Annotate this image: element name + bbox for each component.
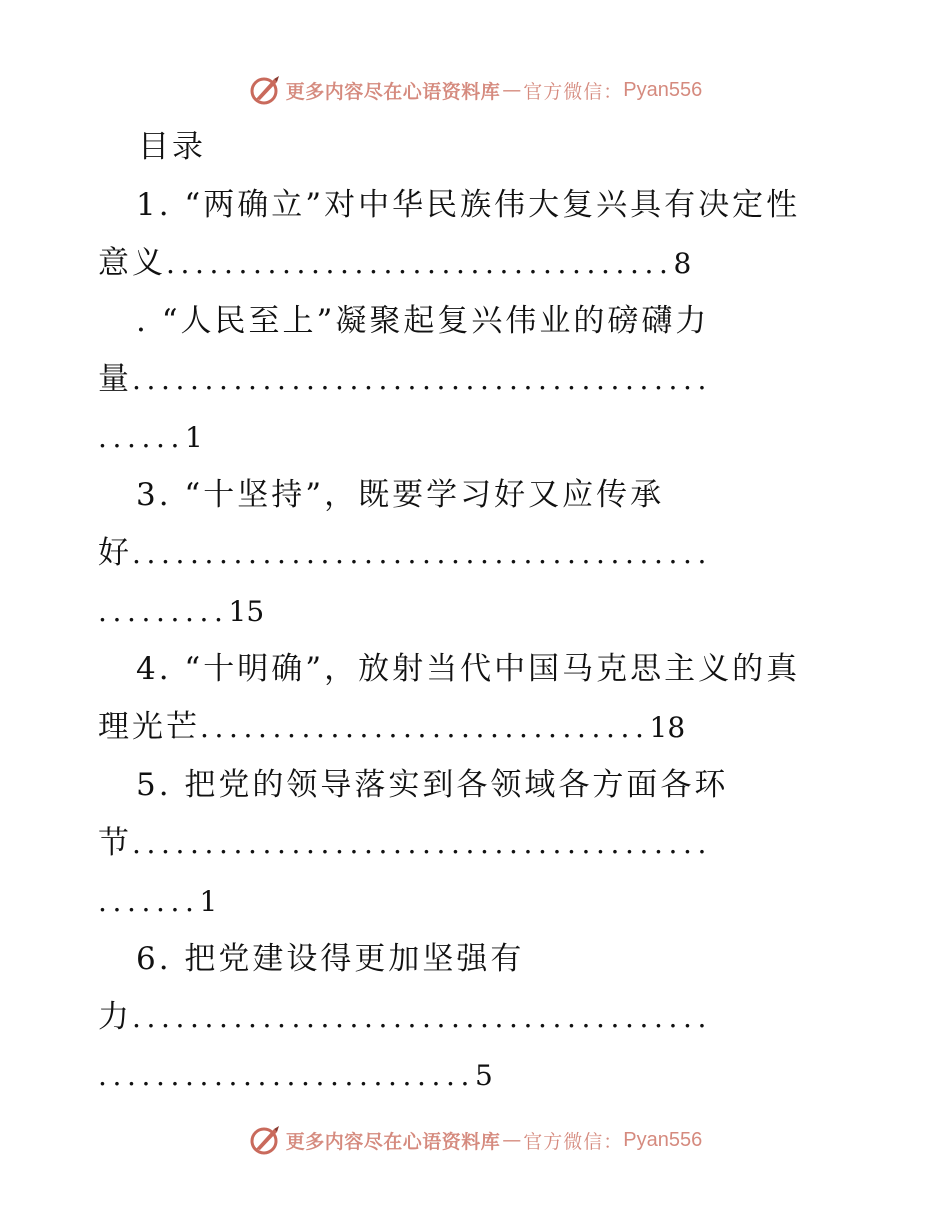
toc-entry-4-line2 [98,698,843,756]
toc-entry-6-line3 [98,1046,843,1104]
watermark-dash: — [502,1129,522,1151]
toc-entry-2-leader-cont: ...... [98,421,186,454]
toc-entry-6-title: 6. 把党建设得更加坚强有 [136,941,525,977]
watermark-label: 官方微信： [523,80,624,103]
toc-entry-2-line3 [98,408,843,466]
watermark-footer [0,1120,950,1160]
toc-entry-6-line2 [98,988,843,1046]
toc-entry-1-title-cont: 意义 [98,245,166,281]
toc-entry-1-line2 [98,234,843,292]
toc-entry-6-page: 5 [475,1059,493,1092]
toc-entry-6-title-cont: 力 [98,999,132,1035]
toc-entry-1-page: 8 [673,247,692,280]
toc-entry-5-line2 [98,814,843,872]
toc-entry-2-page: 1 [185,421,203,454]
toc-entry-2-title-cont: 量 [98,361,132,397]
watermark-header [0,70,950,110]
toc-entry-3-title: 3. “十坚持”，既要学习好又应传承 [136,477,665,513]
watermark-site: 更多内容尽在心语资料库 [285,80,501,103]
toc-entry-3-title-cont: 好 [98,535,132,571]
toc-entry-6-leader: ........................................ [132,1001,713,1034]
toc-entry-4-title: 4. “十明确”，放射当代中国马克思主义的真 [136,651,801,687]
watermark-site: 更多内容尽在心语资料库 [285,1130,501,1153]
toc-entry-4-leader: ............................... [200,711,650,744]
quill-logo-icon [248,73,282,107]
toc-entry-5-title-cont: 节 [98,825,132,861]
toc-entry-4-page: 18 [649,711,686,744]
toc-entry-2-line2 [98,350,843,408]
toc-entry-5-line3 [98,872,843,930]
toc-entry-3-page: 15 [228,595,265,628]
toc-entry-5-leader-cont: ....... [98,885,200,918]
toc-entry-2-leader: ........................................ [132,363,713,396]
watermark-handle: Pyan556 [623,78,703,101]
toc-heading: 目录 [138,129,206,165]
toc-entry-6-leader-cont: .......................... [98,1059,476,1092]
watermark-dash: — [502,79,522,101]
toc-entry-3-leader-cont: ......... [98,595,229,628]
toc-entry-4-title-cont: 理光芒 [98,709,200,745]
toc-entry-5-title: 5. 把党的领导落实到各领域各方面各环 [136,767,729,803]
watermark-handle: Pyan556 [623,1128,703,1151]
toc-entry-3-leader: ........................................ [132,537,713,570]
toc-entry-3-line3 [98,582,843,640]
toc-entry-1-leader: ................................... [166,247,674,280]
quill-logo-icon [248,1123,282,1157]
toc-entry-5-page: 1 [199,885,218,918]
table-of-contents [98,118,843,1104]
toc-entry-3-line2 [98,524,843,582]
toc-entry-5-leader: ........................................ [132,827,713,860]
toc-entry-2-title: . “人民至上”凝聚起复兴伟业的磅礴力 [136,303,710,339]
watermark-label: 官方微信： [523,1130,624,1153]
toc-entry-1-title: 1. “两确立”对中华民族伟大复兴具有决定性 [136,187,801,223]
